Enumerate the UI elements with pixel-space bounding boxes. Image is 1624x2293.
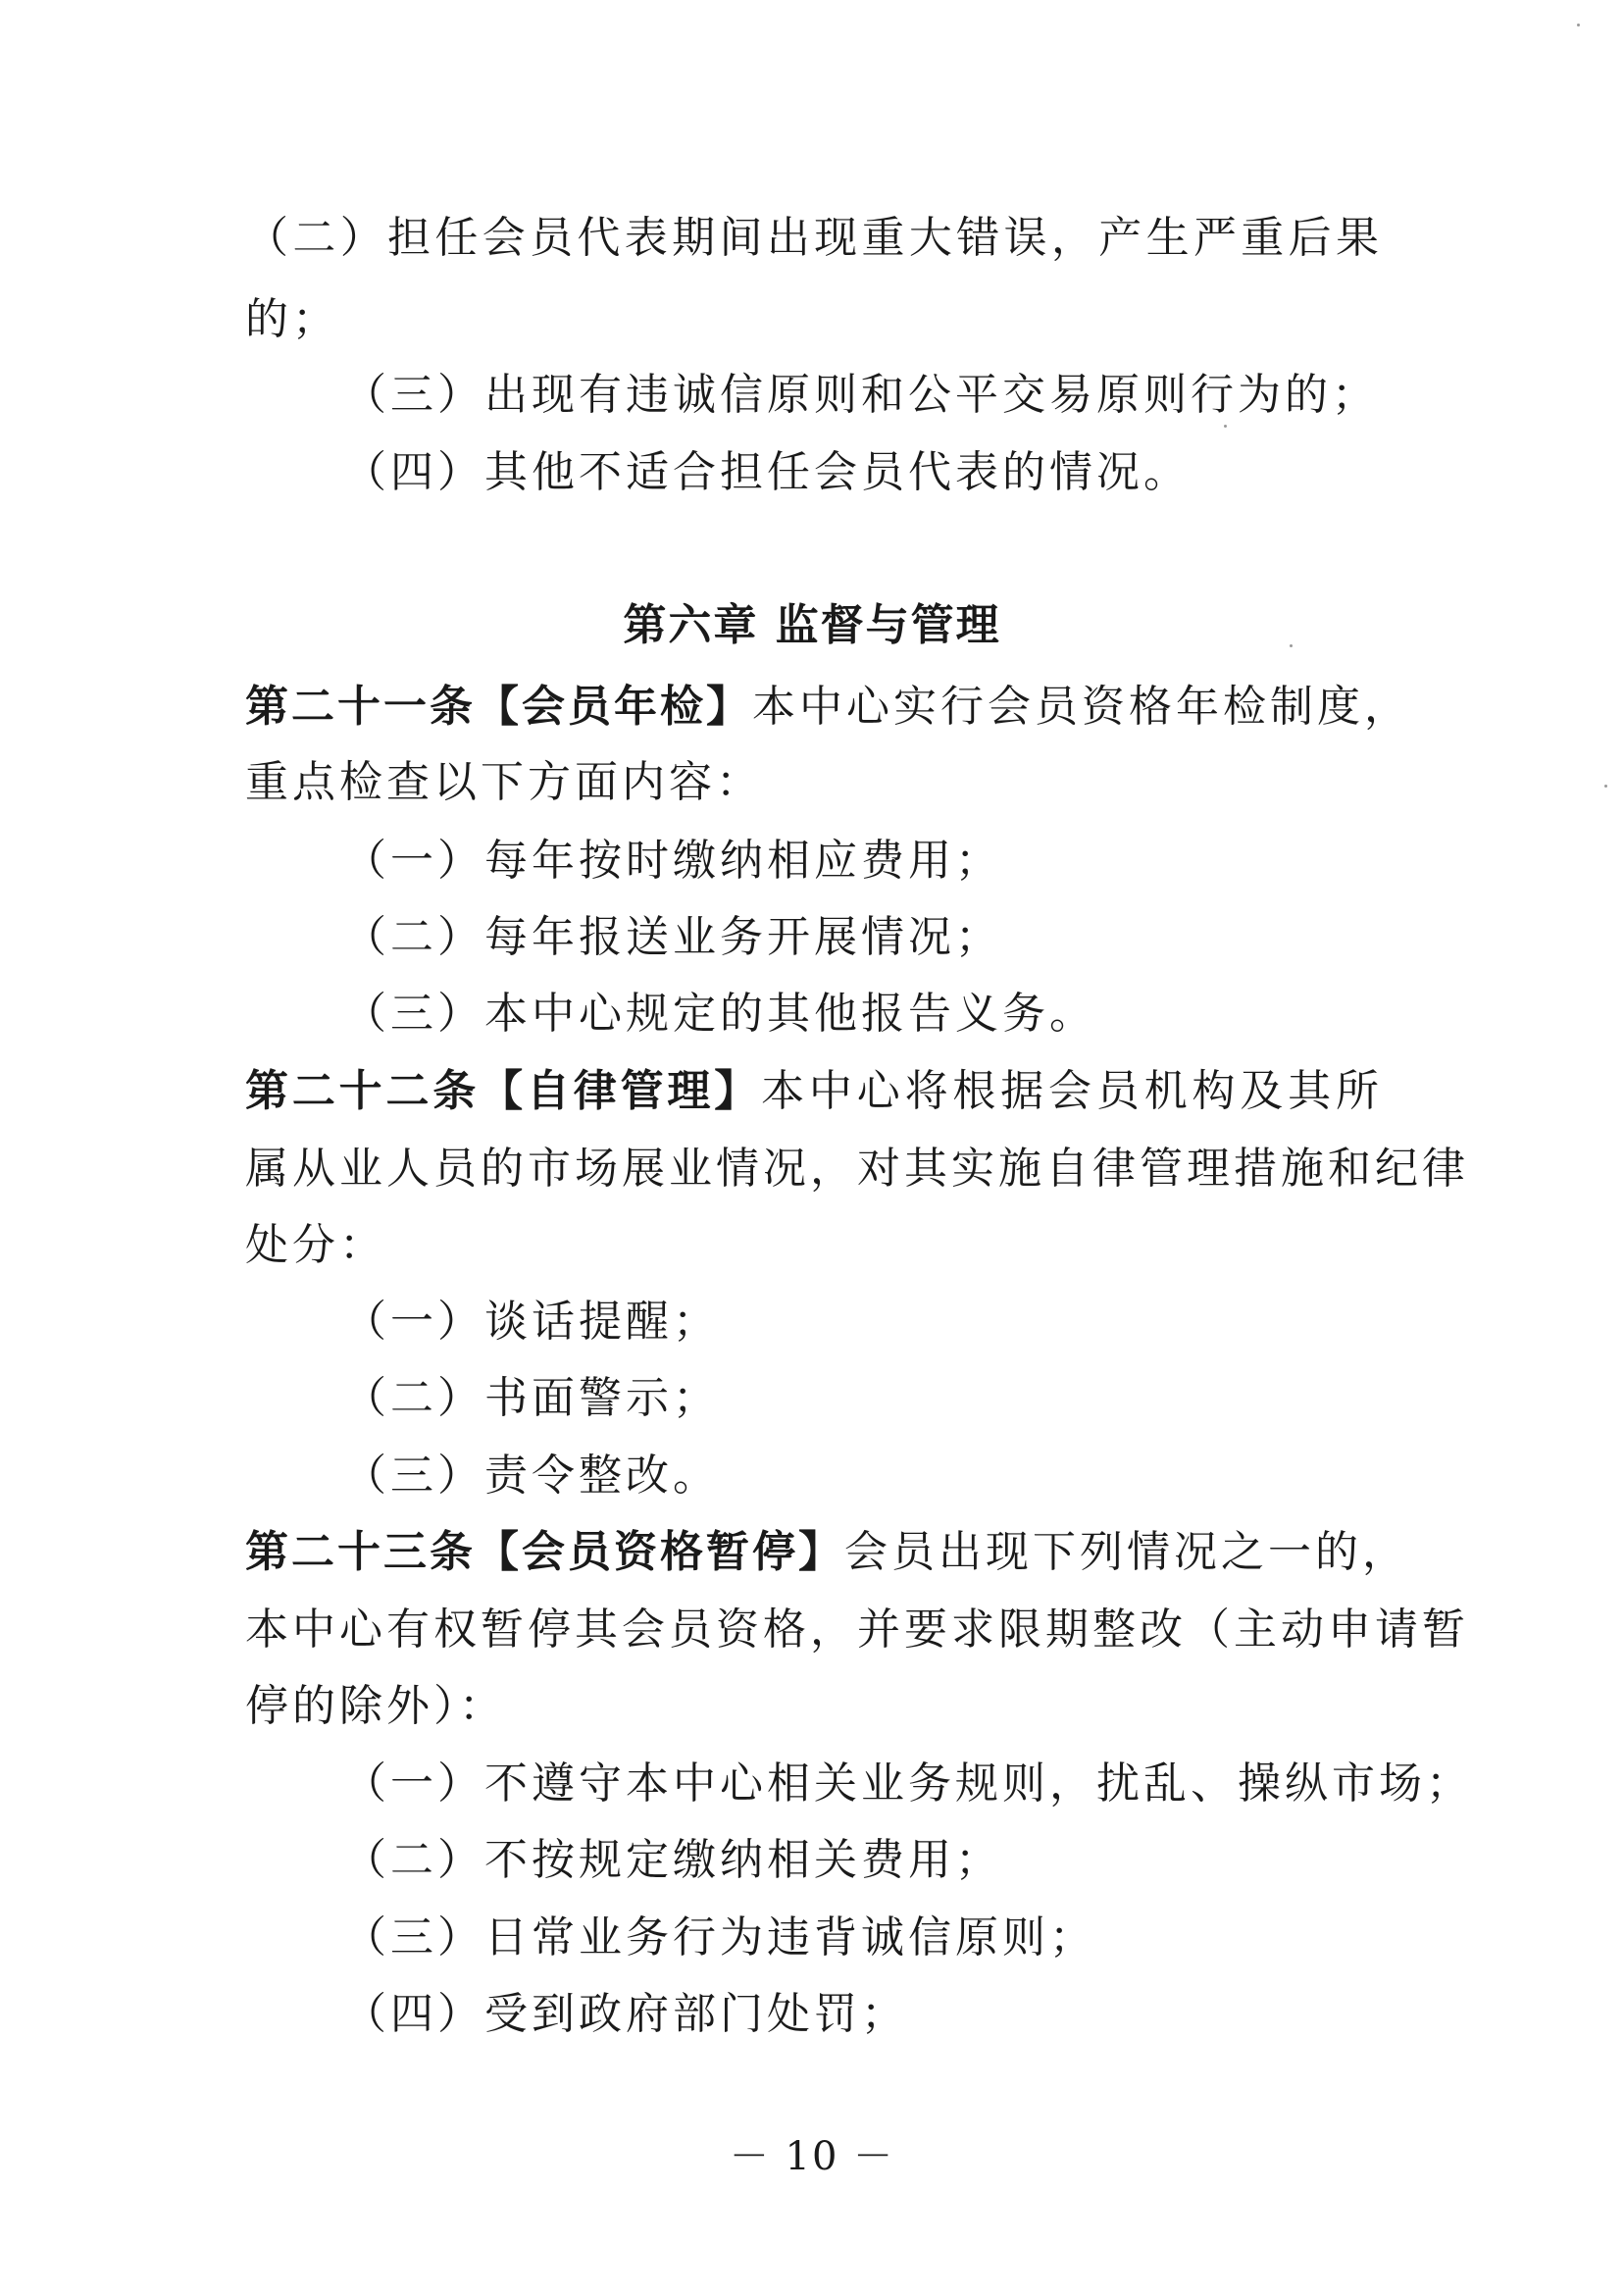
- article-23-third-line: 停的除外）：: [245, 1681, 506, 1731]
- article-22-second-line: 属从业人员的市场展业情况，对其实施自律管理措施和纪律: [245, 1144, 1469, 1194]
- article-22-third-line: 处分：: [245, 1220, 386, 1270]
- item-line: （三）出现有违诚信原则和公平交易原则行为的；: [343, 370, 1379, 420]
- item-line: （二）担任会员代表期间出现重大错误，产生严重后果: [245, 213, 1383, 263]
- scan-speck: [1290, 644, 1293, 647]
- article-21-item: （三）本中心规定的其他报告义务。: [343, 989, 1096, 1039]
- page-number: － 10 －: [729, 2134, 895, 2179]
- article-23-first-line: [245, 1523, 1409, 1582]
- article-21-text: 本中心实行会员资格年检制度，: [752, 682, 1411, 732]
- article-23-text: 会员出现下列情况之一的，: [844, 1527, 1409, 1577]
- article-21-second-line: 重点检查以下方面内容：: [245, 757, 763, 807]
- scan-speck: [1224, 425, 1227, 428]
- scan-speck: [1577, 24, 1580, 26]
- article-23-label: 第二十三条【会员资格暂停】: [245, 1527, 844, 1577]
- article-22-text: 本中心将根据会员机构及其所: [761, 1066, 1384, 1116]
- scan-speck: [1604, 785, 1607, 788]
- article-23-second-line: 本中心有权暂停其会员资格，并要求限期整改（主动申请暂: [245, 1605, 1469, 1655]
- article-21-first-line: [245, 678, 1411, 737]
- item-line-continuation: 的；: [245, 294, 339, 344]
- article-22-first-line: [245, 1062, 1383, 1121]
- item-line: （四）其他不适合担任会员代表的情况。: [343, 447, 1191, 497]
- article-22-item: （三）责令整改。: [343, 1451, 720, 1501]
- article-21-item: （一）每年按时缴纳相应费用；: [343, 836, 1002, 886]
- article-23-item: （二）不按规定缴纳相关费用；: [343, 1835, 1002, 1885]
- article-23-item: （一）不遵守本中心相关业务规则，扰乱、操纵市场；: [343, 1758, 1473, 1809]
- article-21-item: （二）每年报送业务开展情况；: [343, 912, 1002, 962]
- article-23-item: （三）日常业务行为违背诚信原则；: [343, 1912, 1096, 1962]
- chapter-heading: 第六章 监督与管理: [623, 600, 1001, 650]
- article-22-item: （一）谈话提醒；: [343, 1297, 720, 1347]
- article-22-label: 第二十二条【自律管理】: [245, 1066, 762, 1116]
- article-21-label: 第二十一条【会员年检】: [245, 682, 752, 732]
- article-22-item: （二）书面警示；: [343, 1373, 720, 1423]
- article-23-item: （四）受到政府部门处罚；: [343, 1989, 908, 2039]
